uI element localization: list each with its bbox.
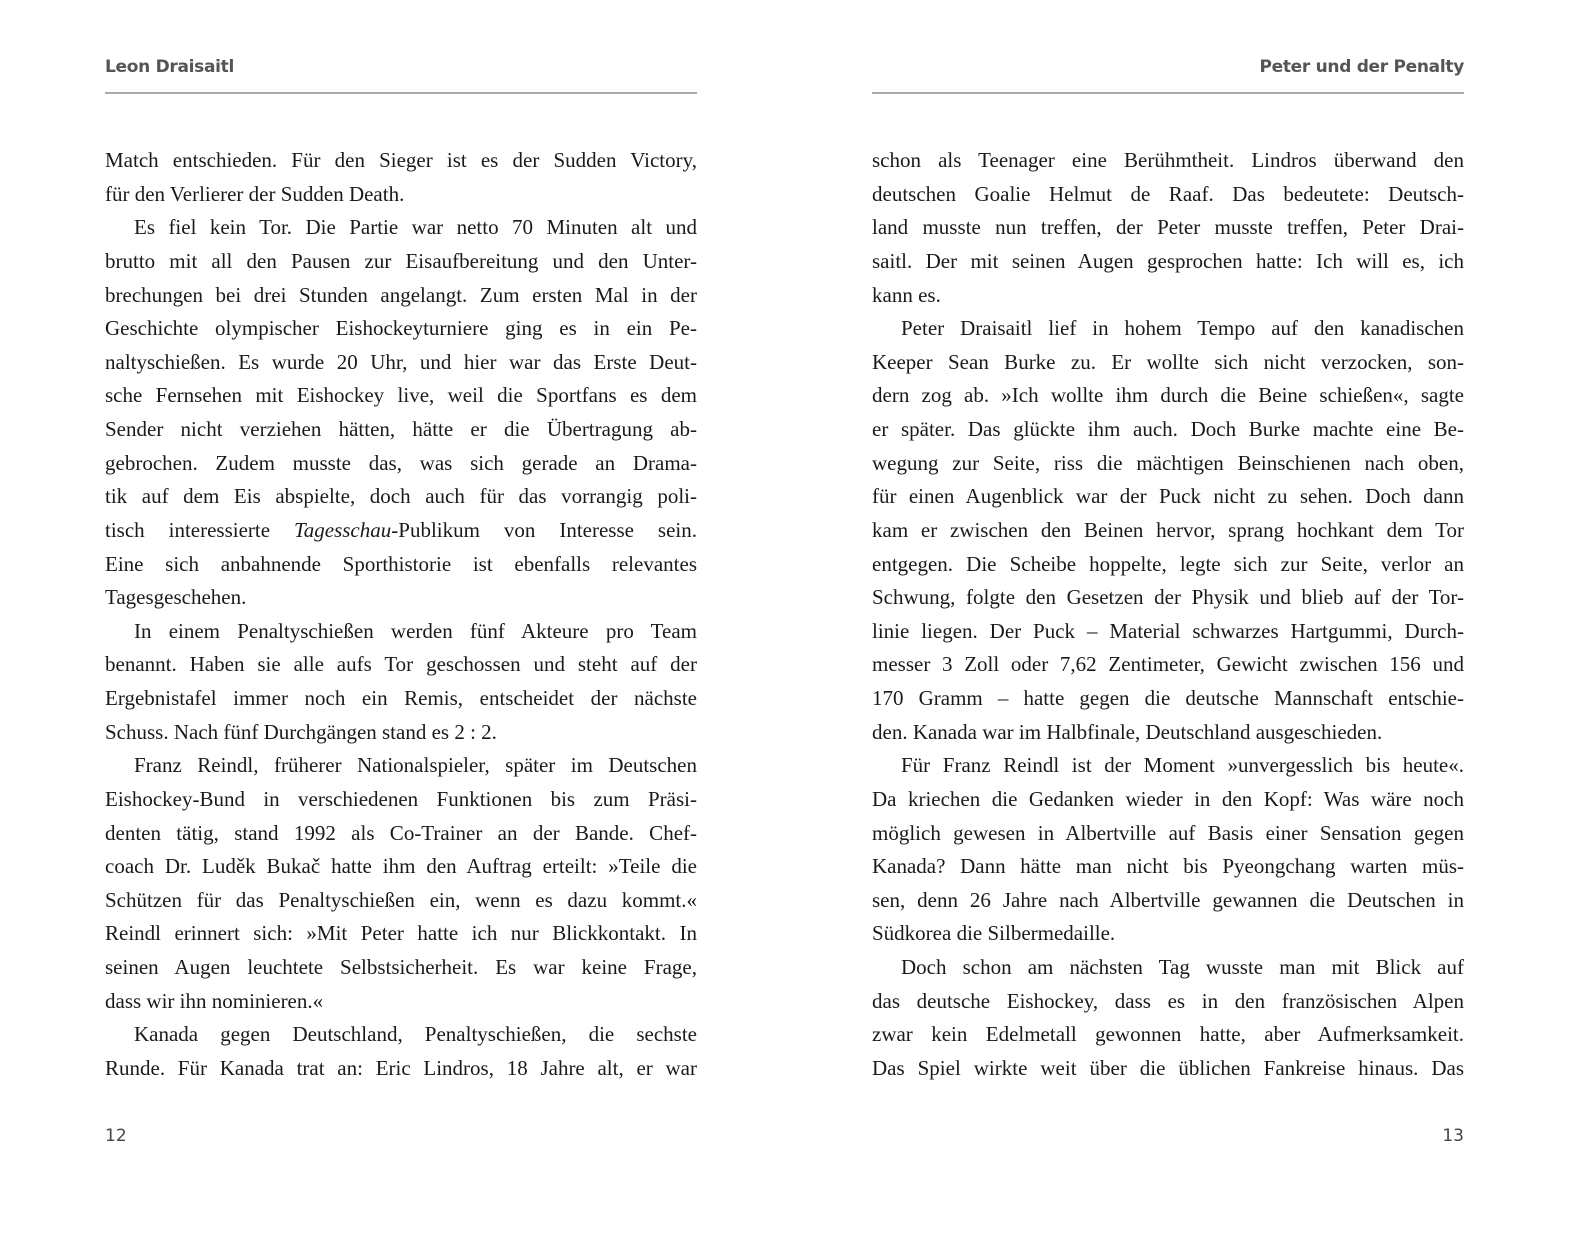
running-head-author: Leon Draisaitl <box>105 57 235 77</box>
text-line: land musste nun treffen, der Peter musste treffen, Peter Drai- <box>872 215 1464 240</box>
text-segment: tisch interessierte <box>105 517 295 542</box>
text-line: denten tätig, stand 1992 als Co-Trainer an der Bande. Chef- <box>105 820 697 845</box>
text-line: den. Kanada war im Halbfinale, Deutschland ausgeschieden. <box>872 719 1383 744</box>
text-line: er später. Das glückte ihm auch. Doch Burke machte eine Be- <box>872 417 1464 441</box>
text-line: Für Franz Reindl ist der Moment »unvergesslich bis heute«. <box>901 753 1464 778</box>
text-line: Südkorea die Silbermedaille. <box>872 921 1116 946</box>
left-page <box>105 0 697 1240</box>
body-text <box>872 144 1464 1086</box>
text-line: saitl. Der mit seinen Augen gesprochen hatte: Ich will es, ich <box>872 248 1464 273</box>
text-line: Schützen für das Penaltyschießen ein, wenn es dazu kommt.« <box>105 887 697 912</box>
text-line: brechungen bei drei Stunden angelangt. Zum ersten Mal in der <box>105 282 697 307</box>
text-line: schon als Teenager eine Berühmtheit. Lindros überwand den <box>872 148 1464 172</box>
text-line: entgegen. Die Scheibe hoppelte, legte sich zur Seite, verlor an <box>872 551 1464 576</box>
text-line: kam er zwischen den Beinen hervor, sprang hochkant dem Tor <box>872 517 1464 542</box>
text-line: naltyschießen. Es wurde 20 Uhr, und hier war das Erste Deut- <box>105 349 697 374</box>
text-line: Franz Reindl, früherer Nationalspieler, später im Deutschen <box>134 753 697 778</box>
page-number: 13 <box>1442 1126 1464 1146</box>
text-line: Match entschieden. Für den Sieger ist es der Sudden Victory, <box>105 148 697 172</box>
text-line: benannt. Haben sie alle aufs Tor geschossen und steht auf der <box>105 652 697 677</box>
text-segment: -Publikum von Interesse sein. <box>391 517 697 542</box>
text-line: Doch schon am nächsten Tag wusste man mit Blick auf <box>901 955 1464 979</box>
text-line <box>105 514 697 548</box>
paragraph <box>105 211 697 615</box>
paragraph <box>872 144 1464 312</box>
body-text <box>105 144 697 1086</box>
text-line: brutto mit all den Pausen zur Eisaufbereitung und den Unter- <box>105 248 697 273</box>
text-line: Geschichte olympischer Eishockeyturniere ging es in ein Pe- <box>105 316 697 341</box>
text-line: für den Verlierer der Sudden Death. <box>105 181 405 206</box>
text-line: Reindl erinnert sich: »Mit Peter hatte ich nur Blickkontakt. In <box>105 921 697 946</box>
text-line: Das Spiel wirkte weit über die üblichen Fankreise hinaus. Das <box>872 1055 1464 1080</box>
text-line: das deutsche Eishockey, dass es in den französischen Alpen <box>872 988 1464 1013</box>
text-line: möglich gewesen in Albertville auf Basis einer Sensation gegen <box>872 820 1464 845</box>
text-line: deutschen Goalie Helmut de Raaf. Das bedeutete: Deutsch- <box>872 181 1464 206</box>
text-line: Tagesgeschehen. <box>105 585 247 610</box>
paragraph <box>105 749 697 1018</box>
text-line: In einem Penaltyschießen werden fünf Akteure pro Team <box>134 618 697 643</box>
text-line: dern zog ab. »Ich wollte ihm durch die Beine schießen«, sagte <box>872 383 1464 408</box>
text-line: Eishockey-Bund in verschiedenen Funktionen bis zum Präsi- <box>105 786 697 811</box>
text-line: dass wir ihn nominieren.« <box>105 988 324 1013</box>
text-line: gebrochen. Zudem musste das, was sich gerade an Drama- <box>105 450 697 475</box>
text-line: Kanada gegen Deutschland, Penaltyschießen, die sechste <box>134 1022 697 1047</box>
header-rule <box>105 92 697 94</box>
text-line: Schuss. Nach fünf Durchgängen stand es 2 : 2. <box>105 719 497 744</box>
text-line: seinen Augen leuchtete Selbstsicherheit. Es war keine Frage, <box>105 955 697 979</box>
text-line: Schwung, folgte den Gesetzen der Physik und blieb auf der Tor- <box>872 585 1464 610</box>
text-line: Kanada? Dann hätte man nicht bis Pyeongchang warten müs- <box>872 854 1464 879</box>
paragraph <box>872 951 1464 1086</box>
text-line: für einen Augenblick war der Puck nicht zu sehen. Doch dann <box>872 484 1464 509</box>
text-line: Sender nicht verziehen hätten, hätte er die Übertragung ab- <box>105 417 697 441</box>
text-line: zwar kein Edelmetall gewonnen hatte, aber Aufmerksamkeit. <box>872 1022 1464 1047</box>
text-line: sen, denn 26 Jahre nach Albertville gewannen die Deutschen in <box>872 887 1464 912</box>
italic-title: Tagesschau <box>294 517 392 542</box>
paragraph <box>105 144 697 211</box>
text-line: linie liegen. Der Puck – Material schwarzes Hartgummi, Durch- <box>872 618 1464 643</box>
paragraph <box>105 615 697 750</box>
text-line: wegung zur Seite, riss die mächtigen Beinschienen nach oben, <box>872 450 1464 475</box>
right-page <box>872 0 1464 1240</box>
text-line: 170 Gramm – hatte gegen die deutsche Mannschaft entschie- <box>872 686 1464 710</box>
text-line: Keeper Sean Burke zu. Er wollte sich nicht verzocken, son- <box>872 349 1464 374</box>
text-line: messer 3 Zoll oder 7,62 Zentimeter, Gewicht zwischen 156 und <box>872 652 1464 677</box>
text-line: Es fiel kein Tor. Die Partie war netto 70 Minuten alt und <box>134 215 697 240</box>
text-line: coach Dr. Luděk Bukač hatte ihm den Auftrag erteilt: »Teile die <box>105 854 697 879</box>
paragraph <box>105 1018 697 1085</box>
text-line: Ergebnistafel immer noch ein Remis, entscheidet der nächste <box>105 686 697 710</box>
header-rule <box>872 92 1464 94</box>
text-line: Da kriechen die Gedanken wieder in den Kopf: Was wäre noch <box>872 786 1464 811</box>
paragraph <box>872 312 1464 749</box>
page-number: 12 <box>105 1126 127 1146</box>
text-line: sche Fernsehen mit Eishockey live, weil die Sportfans es dem <box>105 383 697 408</box>
text-line: Eine sich anbahnende Sporthistorie ist ebenfalls relevantes <box>105 551 697 576</box>
paragraph <box>872 749 1464 951</box>
text-line: Peter Draisaitl lief in hohem Tempo auf den kanadischen <box>901 316 1464 341</box>
text-line: tik auf dem Eis abspielte, doch auch für das vorrangig poli- <box>105 484 697 509</box>
text-line: Runde. Für Kanada trat an: Eric Lindros, 18 Jahre alt, er war <box>105 1055 697 1080</box>
text-line: kann es. <box>872 282 941 307</box>
running-head-chapter: Peter und der Penalty <box>1259 57 1464 77</box>
